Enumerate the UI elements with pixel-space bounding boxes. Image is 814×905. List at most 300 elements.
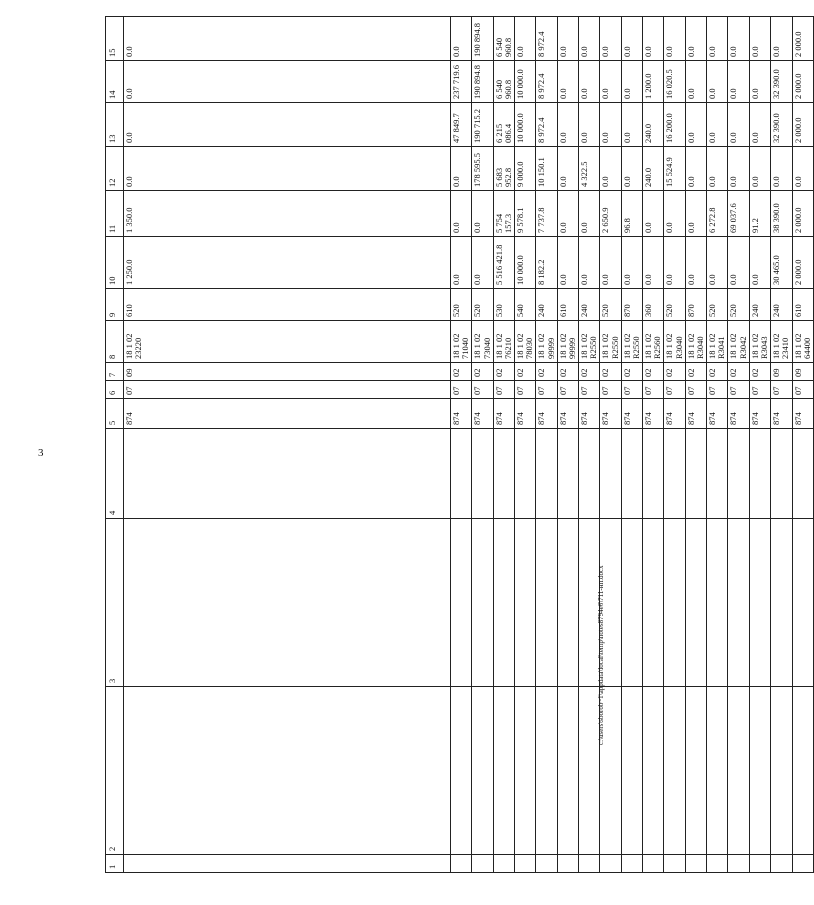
table-cell: 0.0 (749, 61, 770, 103)
column-header: 13 (106, 103, 124, 147)
table-cell: 07 (664, 381, 685, 399)
column-header: 3 (106, 519, 124, 687)
table-cell: 18 1 02 R3043 (749, 321, 770, 363)
table-cell: 240.0 (643, 103, 664, 147)
table-cell: 07 (771, 381, 792, 399)
table-cell: 07 (536, 381, 557, 399)
table-cell (664, 687, 685, 855)
table-cell (472, 687, 493, 855)
table-cell (493, 855, 514, 873)
column-header: 14 (106, 61, 124, 103)
table-cell: 520 (664, 289, 685, 321)
column-header: 1 (106, 855, 124, 873)
table-cell: 2 000.0 (792, 237, 813, 289)
table-cell (493, 429, 514, 519)
table-cell: 190 715.2 (472, 103, 493, 147)
table-cell: 02 (749, 363, 770, 381)
table-cell: 15 524.9 (664, 147, 685, 191)
table-cell: 07 (600, 381, 621, 399)
table-cell: 8 972.4 (536, 17, 557, 61)
column-header: 5 (106, 399, 124, 429)
table-cell: 240 (771, 289, 792, 321)
table-cell: 02 (685, 363, 706, 381)
table-cell: 8 182.2 (536, 237, 557, 289)
table-cell: 520 (728, 289, 749, 321)
table-cell: 0.0 (749, 103, 770, 147)
table-cell: 0.0 (728, 103, 749, 147)
table-cell (771, 519, 792, 687)
table-cell (493, 687, 514, 855)
table-cell: 240 (749, 289, 770, 321)
table-cell: 18 1 02 76210 (493, 321, 514, 363)
table-row (536, 17, 557, 873)
table-cell (124, 429, 451, 519)
table-cell (579, 429, 600, 519)
table-cell: 10 000.0 (515, 103, 536, 147)
table-cell: 9 000.0 (515, 147, 536, 191)
table-cell: 520 (600, 289, 621, 321)
table-cell: 0.0 (771, 17, 792, 61)
table-cell: 874 (707, 399, 728, 429)
table-cell: 0.0 (600, 237, 621, 289)
table-cell: 1 200.0 (643, 61, 664, 103)
table-cell: 0.0 (685, 237, 706, 289)
table-cell: 0.0 (643, 17, 664, 61)
table-cell: 874 (728, 399, 749, 429)
table-cell: 02 (472, 363, 493, 381)
table-cell (515, 519, 536, 687)
table-cell: 0.0 (124, 147, 451, 191)
table-cell: 0.0 (600, 147, 621, 191)
table-cell: 190 894.8 (472, 61, 493, 103)
table-cell: 610 (557, 289, 578, 321)
table-cell: 07 (472, 381, 493, 399)
table-row (707, 17, 728, 873)
table-row (728, 17, 749, 873)
table-cell: 0.0 (771, 147, 792, 191)
table-cell (557, 429, 578, 519)
table-row (643, 17, 664, 873)
table-cell: 02 (664, 363, 685, 381)
table-cell: 0.0 (579, 17, 600, 61)
table-cell: 18 1 02 R3042 (728, 321, 749, 363)
table-cell (451, 855, 472, 873)
table-row (621, 17, 642, 873)
table-cell (536, 855, 557, 873)
table-cell (621, 687, 642, 855)
table-cell: 0.0 (557, 147, 578, 191)
file-path-footer: c:\users\sborob~1\appdata\local\temp\notes8794e6\711-нп.docx (597, 565, 605, 745)
table-cell: 38 390.0 (771, 191, 792, 237)
table-cell: 02 (621, 363, 642, 381)
table-cell: 0.0 (472, 237, 493, 289)
table-cell: 874 (621, 399, 642, 429)
table-cell: 0.0 (728, 237, 749, 289)
table-cell: 0.0 (749, 17, 770, 61)
table-cell: 1 350.0 (124, 191, 451, 237)
table-cell: 0.0 (664, 17, 685, 61)
table-cell: 874 (600, 399, 621, 429)
table-cell: 874 (557, 399, 578, 429)
table-cell: 874 (771, 399, 792, 429)
table-cell: 18 1 02 23410 (771, 321, 792, 363)
table-cell: 09 (792, 363, 813, 381)
table-cell (643, 429, 664, 519)
table-cell: 91.2 (749, 191, 770, 237)
table-row (451, 17, 472, 873)
table-cell: 874 (515, 399, 536, 429)
table-cell (728, 519, 749, 687)
table-cell: 47 849.7 (451, 103, 472, 147)
table-cell: 874 (472, 399, 493, 429)
column-header: 8 (106, 321, 124, 363)
table-cell: 6 540 960.8 (493, 61, 514, 103)
table-cell (792, 687, 813, 855)
table-row (664, 17, 685, 873)
table-cell: 32 390.0 (771, 61, 792, 103)
table-cell: 0.0 (707, 61, 728, 103)
table-cell (728, 687, 749, 855)
table-cell: 8 972.4 (536, 103, 557, 147)
table-cell: 07 (493, 381, 514, 399)
table-cell: 02 (707, 363, 728, 381)
table-cell: 18 1 02 71040 (451, 321, 472, 363)
table-cell: 18 1 02 99999 (557, 321, 578, 363)
table-cell: 07 (579, 381, 600, 399)
table-cell: 0.0 (749, 147, 770, 191)
table-cell (643, 855, 664, 873)
table-cell: 18 1 02 R2550 (579, 321, 600, 363)
table-cell: 0.0 (707, 147, 728, 191)
table-cell: 02 (515, 363, 536, 381)
table-cell (643, 519, 664, 687)
table-cell: 16 020.5 (664, 61, 685, 103)
table-cell: 07 (728, 381, 749, 399)
table-cell (749, 855, 770, 873)
table-cell: 0.0 (124, 61, 451, 103)
table-cell: 18 1 02 99999 (536, 321, 557, 363)
table-body (124, 17, 814, 873)
table-cell (536, 687, 557, 855)
table-cell (536, 519, 557, 687)
table-cell: 520 (451, 289, 472, 321)
table-cell: 0.0 (664, 191, 685, 237)
table-cell: 360 (643, 289, 664, 321)
table-cell: 0.0 (621, 17, 642, 61)
table-cell: 02 (536, 363, 557, 381)
table-cell (643, 687, 664, 855)
table-cell: 7 737.8 (536, 191, 557, 237)
column-header: 12 (106, 147, 124, 191)
table-cell (124, 519, 451, 687)
table-cell: 02 (493, 363, 514, 381)
table-cell: 610 (124, 289, 451, 321)
table-cell: 0.0 (707, 17, 728, 61)
table-cell: 02 (728, 363, 749, 381)
table-cell: 0.0 (643, 191, 664, 237)
table-cell (493, 519, 514, 687)
table-cell (664, 429, 685, 519)
table-cell: 0.0 (124, 103, 451, 147)
table-cell (472, 519, 493, 687)
table-cell (124, 855, 451, 873)
table-cell: 02 (557, 363, 578, 381)
table-cell: 874 (579, 399, 600, 429)
table-cell (749, 429, 770, 519)
table-cell: 874 (493, 399, 514, 429)
table-cell: 0.0 (451, 147, 472, 191)
table-cell: 0.0 (579, 191, 600, 237)
table-cell (621, 855, 642, 873)
table-cell: 0.0 (792, 147, 813, 191)
table-cell: 69 037.6 (728, 191, 749, 237)
column-header: 7 (106, 363, 124, 381)
table-cell (664, 519, 685, 687)
table-cell: 0.0 (621, 103, 642, 147)
table-cell: 190 894.8 (472, 17, 493, 61)
table-cell (749, 519, 770, 687)
table-cell: 18 1 02 78030 (515, 321, 536, 363)
table-cell: 10 000.0 (515, 237, 536, 289)
table-cell: 18 1 02 R3040 (685, 321, 706, 363)
table-cell (451, 519, 472, 687)
table-cell: 07 (124, 381, 451, 399)
table-cell: 520 (707, 289, 728, 321)
table-cell: 178 595.5 (472, 147, 493, 191)
table-cell: 874 (685, 399, 706, 429)
table-cell: 0.0 (621, 147, 642, 191)
table-cell (792, 855, 813, 873)
table-cell: 18 1 02 64400 (792, 321, 813, 363)
table-cell: 0.0 (557, 237, 578, 289)
table-cell: 07 (557, 381, 578, 399)
table-cell: 07 (621, 381, 642, 399)
table-cell: 520 (472, 289, 493, 321)
table-cell: 0.0 (472, 191, 493, 237)
table-cell (792, 519, 813, 687)
table-cell: 5 683 952.8 (493, 147, 514, 191)
table-cell: 0.0 (621, 61, 642, 103)
table-cell (707, 687, 728, 855)
table-cell: 6 540 960.8 (493, 17, 514, 61)
table-cell (728, 855, 749, 873)
table-cell (685, 429, 706, 519)
page-number: 3 (38, 447, 44, 459)
table-cell: 2 000.0 (792, 17, 813, 61)
table-cell (749, 687, 770, 855)
table-cell: 07 (792, 381, 813, 399)
table-cell: 32 390.0 (771, 103, 792, 147)
table-cell: 610 (792, 289, 813, 321)
column-header: 4 (106, 429, 124, 519)
table-cell: 540 (515, 289, 536, 321)
table-cell: 5 754 157.3 (493, 191, 514, 237)
table-cell: 6 215 086.4 (493, 103, 514, 147)
table-cell: 0.0 (685, 61, 706, 103)
table-cell (579, 855, 600, 873)
table-cell (685, 519, 706, 687)
table-cell: 0.0 (557, 17, 578, 61)
table-cell: 18 1 02 R2550 (600, 321, 621, 363)
table-cell: 18 1 02 R3041 (707, 321, 728, 363)
table-cell: 16 200.0 (664, 103, 685, 147)
table-cell: 6 272.8 (707, 191, 728, 237)
column-header: 15 (106, 17, 124, 61)
table-cell: 0.0 (685, 147, 706, 191)
table-cell: 870 (621, 289, 642, 321)
table-cell (515, 429, 536, 519)
table-cell (536, 429, 557, 519)
table-row (557, 17, 578, 873)
table-row (493, 17, 514, 873)
table-cell (771, 855, 792, 873)
table-cell: 0.0 (685, 17, 706, 61)
table-cell: 240 (536, 289, 557, 321)
column-header: 6 (106, 381, 124, 399)
table-cell: 0.0 (557, 61, 578, 103)
table-cell: 240.0 (643, 147, 664, 191)
table-cell (600, 855, 621, 873)
table-cell (451, 429, 472, 519)
table-cell: 1 250.0 (124, 237, 451, 289)
table-cell: 0.0 (579, 103, 600, 147)
table-cell: 0.0 (685, 103, 706, 147)
table-cell (707, 429, 728, 519)
table-cell: 07 (451, 381, 472, 399)
table-row (685, 17, 706, 873)
table-cell: 18 1 02 R2550 (621, 321, 642, 363)
table-cell (557, 687, 578, 855)
table-cell: 0.0 (600, 61, 621, 103)
table-cell: 874 (749, 399, 770, 429)
table-cell: 18 1 02 73040 (472, 321, 493, 363)
table-cell (685, 855, 706, 873)
table-cell (557, 519, 578, 687)
table-row (124, 17, 451, 873)
table-cell: 0.0 (579, 61, 600, 103)
table-cell: 0.0 (664, 237, 685, 289)
table-cell (621, 429, 642, 519)
table-cell: 30 465.0 (771, 237, 792, 289)
table-cell (707, 519, 728, 687)
table-cell (472, 429, 493, 519)
table-cell: 240 (579, 289, 600, 321)
table-cell: 0.0 (579, 237, 600, 289)
table-cell: 02 (600, 363, 621, 381)
table-cell: 0.0 (749, 237, 770, 289)
table-cell: 2 650.9 (600, 191, 621, 237)
table-cell: 5 516 421.8 (493, 237, 514, 289)
table-cell: 0.0 (515, 17, 536, 61)
table-cell: 02 (643, 363, 664, 381)
table-cell: 18 1 02 R3040 (664, 321, 685, 363)
table-cell: 0.0 (728, 17, 749, 61)
table-cell: 2 000.0 (792, 61, 813, 103)
table-cell: 874 (536, 399, 557, 429)
table-cell: 2 000.0 (792, 103, 813, 147)
table-cell: 18 1 02 23220 (124, 321, 451, 363)
table-cell: 09 (771, 363, 792, 381)
table-cell (557, 855, 578, 873)
table-cell: 18 1 02 R2560 (643, 321, 664, 363)
table-row (749, 17, 770, 873)
column-header: 10 (106, 237, 124, 289)
header-row (106, 17, 124, 873)
table-cell: 07 (643, 381, 664, 399)
table-cell (515, 687, 536, 855)
table-cell: 9 578.1 (515, 191, 536, 237)
table-cell: 07 (685, 381, 706, 399)
column-header: 9 (106, 289, 124, 321)
table-cell: 0.0 (600, 17, 621, 61)
table-cell: 02 (451, 363, 472, 381)
table-row (472, 17, 493, 873)
table-cell (685, 687, 706, 855)
table-cell: 02 (579, 363, 600, 381)
table-cell: 0.0 (643, 237, 664, 289)
table-cell: 874 (643, 399, 664, 429)
table-cell (771, 429, 792, 519)
table-cell (771, 687, 792, 855)
table-cell (664, 855, 685, 873)
table-cell: 0.0 (685, 191, 706, 237)
table-cell (707, 855, 728, 873)
table-cell (515, 855, 536, 873)
table-cell: 0.0 (728, 61, 749, 103)
table-cell (600, 429, 621, 519)
table-cell: 0.0 (621, 237, 642, 289)
table-cell (728, 429, 749, 519)
table-cell: 09 (124, 363, 451, 381)
table-cell (124, 687, 451, 855)
table-cell: 530 (493, 289, 514, 321)
table-cell: 0.0 (728, 147, 749, 191)
table-cell: 96.8 (621, 191, 642, 237)
table-cell: 0.0 (600, 103, 621, 147)
table-cell: 0.0 (557, 191, 578, 237)
table-cell (451, 687, 472, 855)
table-cell: 874 (451, 399, 472, 429)
table-cell: 2 000.0 (792, 191, 813, 237)
table-cell: 0.0 (451, 191, 472, 237)
table-cell: 0.0 (124, 17, 451, 61)
table-cell: 874 (792, 399, 813, 429)
column-header: 11 (106, 191, 124, 237)
table-cell: 8 972.4 (536, 61, 557, 103)
table-cell: 07 (707, 381, 728, 399)
table-cell: 07 (749, 381, 770, 399)
table-cell: 10 000.0 (515, 61, 536, 103)
table-cell (472, 855, 493, 873)
table-row (515, 17, 536, 873)
table-cell (792, 429, 813, 519)
table-row (771, 17, 792, 873)
column-header: 2 (106, 687, 124, 855)
table-cell: 10 150.1 (536, 147, 557, 191)
table-cell: 0.0 (707, 237, 728, 289)
table-cell: 0.0 (557, 103, 578, 147)
table-cell: 0.0 (451, 17, 472, 61)
table-cell: 870 (685, 289, 706, 321)
table-cell: 874 (664, 399, 685, 429)
table-cell: 0.0 (707, 103, 728, 147)
budget-table (105, 16, 814, 873)
table-cell (621, 519, 642, 687)
table-cell: 237 719.6 (451, 61, 472, 103)
table-cell: 4 322.5 (579, 147, 600, 191)
table-cell: 07 (515, 381, 536, 399)
table-cell: 0.0 (451, 237, 472, 289)
